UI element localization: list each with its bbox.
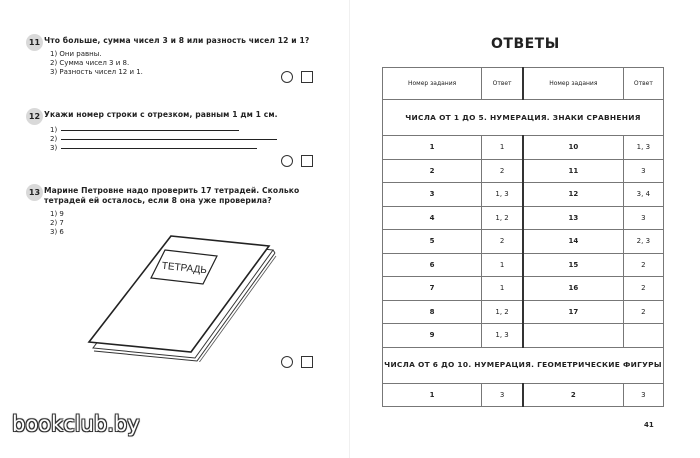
table-row [383, 383, 664, 407]
answer-marks-11 [281, 71, 313, 83]
task-number-cell: 8 [383, 300, 482, 324]
answer-cell: 1 [482, 253, 523, 277]
task-number-cell: 2 [523, 383, 623, 407]
table-row [383, 230, 664, 254]
answer-cell: 3 [623, 206, 663, 230]
option-1: 1) 9 [50, 210, 64, 218]
answer-cell: 3 [623, 159, 663, 183]
option-label: 1) [50, 126, 58, 134]
table-row [383, 136, 664, 160]
right-page [350, 0, 700, 458]
answer-marks-12 [281, 155, 313, 167]
task-number-cell: 12 [523, 183, 623, 207]
watermark: bookclub.by [12, 412, 140, 436]
table-row [383, 206, 664, 230]
task-number-cell: 15 [523, 253, 623, 277]
answer-cell: 2 [482, 230, 523, 254]
notebook-label: ТЕТРАДЬ [161, 260, 208, 277]
task-number-cell: 17 [523, 300, 623, 324]
table-row [383, 253, 664, 277]
section-title: ЧИСЛА ОТ 1 ДО 5. НУМЕРАЦИЯ. ЗНАКИ СРАВНЕНИЯ [383, 100, 664, 136]
section-1-rows [383, 136, 664, 348]
task-number-cell: 13 [523, 206, 623, 230]
answer-square[interactable] [301, 71, 313, 83]
segment-line [61, 139, 277, 140]
task-number-cell: 6 [383, 253, 482, 277]
answer-cell: 1 [482, 136, 523, 160]
task-question: Что больше, сумма чисел 3 и 8 или разность чисел 12 и 1? [44, 36, 310, 45]
section-row [383, 347, 664, 383]
option-2 [50, 135, 334, 144]
task-number-cell: 16 [523, 277, 623, 301]
answer-cell: 3, 4 [623, 183, 663, 207]
section-title: ЧИСЛА ОТ 6 ДО 10. НУМЕРАЦИЯ. ГЕОМЕТРИЧЕСКИЕ ФИГУРЫ [383, 347, 664, 383]
option-1 [50, 126, 334, 135]
answer-cell: 2 [482, 159, 523, 183]
answer-cell: 3 [623, 383, 663, 407]
task-number-badge: 11 [26, 34, 43, 51]
table-header-row [383, 68, 664, 100]
segment-line [61, 130, 239, 131]
answer-cell: 2, 3 [623, 230, 663, 254]
answer-cell: 1, 3 [623, 136, 663, 160]
answer-cell: 1, 2 [482, 206, 523, 230]
option-label: 2) [50, 135, 58, 143]
task-number-badge: 13 [26, 184, 43, 201]
answer-cell: 1 [482, 277, 523, 301]
task-number-cell: 4 [383, 206, 482, 230]
task-number-badge: 12 [26, 108, 43, 125]
task-number-cell: 5 [383, 230, 482, 254]
option-2: 2) Сумма чисел 3 и 8. [50, 59, 130, 67]
notebook-illustration [85, 232, 295, 362]
answers-title: ОТВЕТЫ [491, 36, 560, 52]
task-number-cell: 11 [523, 159, 623, 183]
section-row [383, 100, 664, 136]
task-number-cell: 1 [383, 136, 482, 160]
task-12 [28, 110, 334, 153]
answer-circle[interactable] [281, 356, 293, 368]
options-list [44, 126, 334, 153]
header-answer: Ответ [623, 68, 663, 100]
task-number-cell: 14 [523, 230, 623, 254]
option-3 [50, 144, 334, 153]
section-2-rows [383, 383, 664, 407]
table-row [383, 183, 664, 207]
answer-square[interactable] [301, 155, 313, 167]
page-number: 41 [644, 421, 654, 429]
option-3: 3) 6 [50, 228, 64, 236]
table-row [383, 300, 664, 324]
task-number-cell: 7 [383, 277, 482, 301]
task-number-cell: 2 [383, 159, 482, 183]
table-row [383, 277, 664, 301]
answer-cell [623, 324, 663, 348]
task-number-cell: 1 [383, 383, 482, 407]
option-2: 2) 7 [50, 219, 64, 227]
answer-circle[interactable] [281, 155, 293, 167]
option-label: 3) [50, 144, 58, 152]
answers-table [382, 67, 664, 407]
answer-circle[interactable] [281, 71, 293, 83]
answer-cell: 1, 3 [482, 324, 523, 348]
task-question: Укажи номер строки с отрезком, равным 1 дм 1 см. [44, 110, 278, 119]
table-row [383, 324, 664, 348]
answer-marks-13 [281, 356, 313, 368]
header-answer: Ответ [482, 68, 523, 100]
answer-square[interactable] [301, 356, 313, 368]
answer-cell: 1, 3 [482, 183, 523, 207]
option-1: 1) Они равны. [50, 50, 102, 58]
answer-cell: 2 [623, 300, 663, 324]
task-number-cell: 10 [523, 136, 623, 160]
task-number-cell: 3 [383, 183, 482, 207]
header-task-number: Номер задания [383, 68, 482, 100]
segment-line [61, 148, 257, 149]
header-task-number: Номер задания [523, 68, 623, 100]
task-number-cell: 9 [383, 324, 482, 348]
task-number-cell [523, 324, 623, 348]
task-question: Марине Петровне надо проверить 17 тетрадей. Сколько тетрадей ей осталось, если 8 она уже проверила? [44, 186, 300, 205]
answer-cell: 1, 2 [482, 300, 523, 324]
table-row [383, 159, 664, 183]
answer-cell: 2 [623, 253, 663, 277]
task-13 [28, 186, 334, 237]
option-3: 3) Разность чисел 12 и 1. [50, 68, 143, 76]
answer-cell: 2 [623, 277, 663, 301]
answer-cell: 3 [482, 383, 523, 407]
